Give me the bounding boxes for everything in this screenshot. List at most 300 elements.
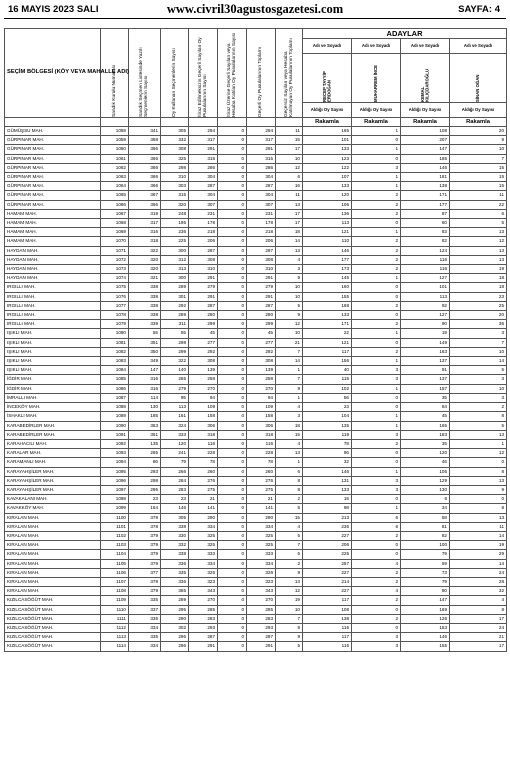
vote-count-cell: 307 [189,200,218,209]
vote-count-cell: 366 [129,200,161,209]
vote-count-cell: 3 [352,633,401,642]
table-row [5,476,507,485]
vote-count-cell: 0 [352,393,401,402]
table-row [5,485,507,494]
vote-count-cell: 338 [129,301,161,310]
vote-count-cell: 338 [129,283,161,292]
vote-count-cell: 20 [450,127,507,136]
vote-count-cell: 0 [218,173,247,182]
vote-count-cell: 0 [218,228,247,237]
vote-count-cell: 10 [450,145,507,154]
column-header-label: İtiraz Edilmeksizin Geçerli Sayılan Oy Pusulalarının Sayısı [197,37,208,117]
vote-count-cell: 310 [161,173,189,182]
vote-count-cell: 1114 [101,642,129,651]
vote-count-cell: 4 [352,587,401,596]
district-name-cell: HAYDAN MAH. [5,246,101,255]
vote-count-cell: 1104 [101,550,129,559]
vote-count-cell: 311 [161,320,189,329]
vote-count-cell: 133 [303,145,352,154]
vote-count-cell: 17 [276,219,303,228]
vote-count-cell: 10 [450,347,507,356]
vote-count-cell: 2 [352,246,401,255]
table-row [5,200,507,209]
vote-count-cell: 146 [161,504,189,513]
vote-count-cell: 55 [129,329,161,338]
vote-count-cell: 137 [401,375,450,384]
vote-count-cell: 117 [303,633,352,642]
vote-count-cell: 1 [352,412,401,421]
vote-count-cell: 1082 [101,347,129,356]
name-subheader: Adı ve Soyadı [450,39,507,54]
vote-count-cell: 105 [401,467,450,476]
vote-count-cell: 218 [189,228,218,237]
vote-count-cell: 45 [247,329,276,338]
vote-count-cell: 0 [352,219,401,228]
vote-count-cell: 335 [129,633,161,642]
vote-count-cell: 107 [303,173,352,182]
vote-count-cell: 11 [450,522,507,531]
vote-count-cell: 141 [189,504,218,513]
vote-count-cell: 10 [276,329,303,338]
vote-count-cell: 1096 [101,476,129,485]
vote-count-cell: 19 [276,596,303,605]
vote-count-cell: 13 [276,449,303,458]
vote-count-cell: 294 [247,127,276,136]
candidate-name-cell [450,54,507,103]
vote-count-cell: 115 [303,375,352,384]
vote-count-cell: 1060 [101,145,129,154]
vote-count-cell: 0 [218,614,247,623]
vote-count-cell: 14 [276,357,303,366]
vote-count-cell: 136 [303,209,352,218]
election-results-table [4,28,507,652]
vote-count-cell: 79 [161,458,189,467]
vote-count-cell: 0 [218,467,247,476]
vote-count-cell: 0 [218,366,247,375]
vote-count-cell: 73 [401,568,450,577]
district-name-cell: KARAHACILI MAH. [5,439,101,448]
vote-count-cell: 12 [450,449,507,458]
vote-count-cell: 2 [352,301,401,310]
vote-count-cell: 0 [352,283,401,292]
vote-count-cell: 0 [218,412,247,421]
vote-count-cell: 25 [450,301,507,310]
rakamla-label: Rakamla [303,118,352,127]
table-row [5,421,507,430]
vote-count-cell: 284 [161,476,189,485]
vote-count-cell: 270 [247,596,276,605]
table-row [5,541,507,550]
vote-count-cell: 14 [450,357,507,366]
vote-count-cell: 2 [352,347,401,356]
vote-count-cell: 78 [247,458,276,467]
vote-count-cell: 320 [161,200,189,209]
vote-count-cell: 1058 [101,127,129,136]
vote-count-cell: 317 [129,219,161,228]
table-row [5,439,507,448]
vote-count-cell: 8 [276,485,303,494]
vote-count-cell: 155 [303,292,352,301]
table-row [5,237,507,246]
vote-count-cell: 1094 [101,458,129,467]
vote-count-cell: 3 [450,329,507,338]
vote-count-cell: 0 [218,237,247,246]
vote-count-cell: 318 [189,430,218,439]
vote-count-cell: 0 [218,439,247,448]
vote-count-cell: 378 [129,522,161,531]
vote-count-cell: 17 [450,614,507,623]
district-name-cell: KIRALAN MAH. [5,531,101,540]
vote-count-cell: 13 [276,200,303,209]
vote-count-cell: 137 [401,357,450,366]
vote-count-cell: 336 [161,577,189,586]
table-row [5,338,507,347]
vote-count-cell: 24 [450,623,507,632]
table-row [5,274,507,283]
vote-count-cell: 0 [218,274,247,283]
vote-count-cell: 9 [276,311,303,320]
vote-count-cell: 23 [161,495,189,504]
vote-count-cell: 305 [161,127,189,136]
vote-count-cell: 0 [218,568,247,577]
vote-count-cell: 14 [450,531,507,540]
table-row [5,393,507,402]
vote-count-cell: 141 [247,504,276,513]
vote-count-cell: 3 [352,485,401,494]
vote-count-cell: 0 [218,485,247,494]
vote-count-cell: 308 [189,357,218,366]
vote-count-cell: 316 [129,375,161,384]
vote-count-cell: 86 [129,458,161,467]
vote-count-cell: 333 [161,430,189,439]
vote-count-cell: 18 [450,274,507,283]
vote-count-cell: 228 [189,449,218,458]
vote-count-cell: 2 [352,200,401,209]
vote-count-cell: 8 [450,412,507,421]
vote-count-cell: 23 [129,495,161,504]
vote-count-cell: 185 [401,154,450,163]
vote-count-cell: 286 [189,163,218,172]
vote-count-cell: 333 [189,550,218,559]
vote-count-cell: 289 [161,311,189,320]
vote-count-cell: 147 [129,366,161,375]
vote-count-cell: 13 [450,228,507,237]
vote-count-cell: 116 [247,439,276,448]
column-header [129,29,161,118]
table-row [5,522,507,531]
table-row [5,531,507,540]
district-name-cell: KIRALAN MAH. [5,587,101,596]
vote-count-cell: 3 [352,366,401,375]
district-name-cell: KARABEDİRLER MAH. [5,421,101,430]
vote-count-cell: 270 [189,596,218,605]
vote-count-cell: 338 [129,311,161,320]
vote-count-cell: 298 [161,163,189,172]
vote-count-cell: 0 [218,522,247,531]
column-header [247,29,276,118]
vote-count-cell: 1102 [101,531,129,540]
vote-count-cell: 94 [247,393,276,402]
district-name-cell: KIZILCASÖĞÜT MAH. [5,642,101,651]
vote-count-cell: 290 [247,513,276,522]
vote-count-cell: 0 [218,587,247,596]
vote-count-cell: 1089 [101,412,129,421]
vote-count-cell: 130 [401,485,450,494]
table-row [5,127,507,136]
vote-count-cell: 13 [276,577,303,586]
candidate-name: MUHARREM İNCE [372,65,378,102]
vote-count-cell: 0 [218,403,247,412]
vote-count-cell: 337 [129,605,161,614]
vote-count-cell: 236 [161,228,189,237]
vote-count-cell: 18 [450,283,507,292]
table-row [5,412,507,421]
vote-count-cell: 207 [401,136,450,145]
blank-header-cell [218,118,247,127]
vote-count-cell: 323 [247,577,276,586]
vote-count-cell: 0 [218,219,247,228]
district-name-cell: GÜRPINAR MAH. [5,154,101,163]
vote-count-cell: 227 [303,587,352,596]
vote-count-cell: 1100 [101,513,129,522]
vote-count-cell: 325 [189,531,218,540]
table-row [5,173,507,182]
vote-count-cell: 366 [129,145,161,154]
vote-count-cell: 4 [352,559,401,568]
vote-count-cell: 2 [352,614,401,623]
vote-count-cell: 153 [401,623,450,632]
table-row [5,513,507,522]
rakamla-label: Rakamla [352,118,401,127]
vote-count-cell: 181 [401,173,450,182]
vote-count-cell: 124 [401,246,450,255]
vote-count-cell: 0 [218,329,247,338]
vote-count-cell: 322 [161,357,189,366]
blank-header-cell [189,118,218,127]
vote-count-cell: 291 [247,274,276,283]
vote-count-cell: 24 [450,568,507,577]
vote-count-cell: 318 [247,430,276,439]
table-row [5,246,507,255]
vote-count-cell: 15 [276,136,303,145]
vote-count-cell: 9 [450,136,507,145]
region-column-header: SEÇİM BÖLGESİ (KÖY VEYA MAHALLE ADI) [5,29,101,118]
vote-count-cell: 139 [247,366,276,375]
vote-count-cell: 164 [129,504,161,513]
vote-count-cell: 168 [303,301,352,310]
table-row [5,182,507,191]
district-name-cell: IRGILLI MAH. [5,292,101,301]
vote-count-cell: 3 [450,393,507,402]
vote-count-cell: 171 [401,191,450,200]
vote-count-cell: 367 [129,191,161,200]
district-name-cell: IRGILLI MAH. [5,311,101,320]
vote-count-cell: 21 [189,495,218,504]
vote-count-cell: 18 [276,421,303,430]
vote-count-cell: 335 [129,596,161,605]
vote-count-cell: 0 [218,311,247,320]
vote-count-cell: 287 [247,182,276,191]
vote-count-cell: 308 [247,357,276,366]
vote-count-cell: 106 [303,200,352,209]
vote-count-cell: 7 [276,347,303,356]
vote-count-cell: 116 [401,255,450,264]
vote-count-cell: 298 [161,338,189,347]
vote-count-cell: 291 [189,642,218,651]
column-header [218,29,247,118]
vote-count-cell: 1 [352,228,401,237]
vote-count-cell: 83 [401,228,450,237]
vote-count-cell: 177 [401,200,450,209]
vote-count-cell: 307 [247,200,276,209]
vote-count-cell: 379 [129,531,161,540]
vote-count-cell: 339 [129,320,161,329]
vote-count-cell: 5 [276,550,303,559]
vote-count-cell: 0 [450,458,507,467]
vote-count-cell: 325 [247,531,276,540]
vote-count-cell: 101 [303,136,352,145]
vote-count-cell: 1075 [101,283,129,292]
candidate-name-cell [401,54,450,103]
vote-count-cell: 0 [218,283,247,292]
column-header [161,29,189,118]
vote-count-cell: 7 [450,154,507,163]
vote-count-cell: 0 [218,623,247,632]
vote-count-cell: 276 [189,476,218,485]
vote-count-cell: 56 [303,393,352,402]
name-subheader: Adı ve Soyadı [352,39,401,54]
vote-count-cell: 0 [218,596,247,605]
vote-count-cell: 322 [129,246,161,255]
vote-count-cell: 0 [352,154,401,163]
vote-count-cell: 350 [129,347,161,356]
table-row [5,587,507,596]
vote-count-cell: 14 [276,237,303,246]
district-name-cell: İSHAKLI MAH. [5,412,101,421]
vote-count-cell: 306 [247,421,276,430]
table-row [5,375,507,384]
vote-count-cell: 10 [450,384,507,393]
vote-count-cell: 291 [247,145,276,154]
vote-count-cell: 333 [247,550,276,559]
district-name-cell: GÜRPINAR MAH. [5,200,101,209]
vote-count-cell: 5 [276,642,303,651]
district-name-cell: KIZILCASÖĞÜT MAH. [5,596,101,605]
district-name-cell: KIRALAN MAH. [5,577,101,586]
vote-count-cell: 4 [276,403,303,412]
vote-count-cell: 81 [401,522,450,531]
vote-count-cell: 0 [218,495,247,504]
table-row [5,504,507,513]
vote-count-cell: 351 [129,338,161,347]
vote-count-cell: 1 [352,421,401,430]
vote-count-cell: 0 [218,182,247,191]
vote-count-cell: 60 [401,219,450,228]
vote-count-cell: 2 [450,403,507,412]
vote-count-cell: 0 [218,384,247,393]
vote-count-cell: 292 [189,347,218,356]
vote-count-cell: 127 [401,311,450,320]
candidate-name: RECEP TAYYİP ERDOĞAN [321,71,331,102]
vote-count-cell: 299 [189,320,218,329]
vote-count-cell: 10 [276,283,303,292]
vote-count-cell: 130 [129,403,161,412]
vote-count-cell: 1084 [101,366,129,375]
vote-count-cell: 2 [276,495,303,504]
vote-count-cell: 379 [129,587,161,596]
vote-count-cell: 1099 [101,504,129,513]
votes-subheader: Aldığı Oy Sayısı [303,103,352,118]
vote-count-cell: 110 [303,237,352,246]
district-name-cell: KARALAR MAH. [5,449,101,458]
district-name-cell: KIZILCASÖĞÜT MAH. [5,614,101,623]
table-row [5,458,507,467]
vote-count-cell: 2 [352,531,401,540]
vote-count-cell: 1067 [101,209,129,218]
vote-count-cell: 195 [161,219,189,228]
vote-count-cell: 289 [161,283,189,292]
vote-count-cell: 289 [161,596,189,605]
district-name-cell: KIRALAN MAH. [5,559,101,568]
vote-count-cell: 6 [276,173,303,182]
vote-count-cell: 1112 [101,623,129,632]
table-row [5,449,507,458]
table-row [5,265,507,274]
candidate-name-cell [352,54,401,103]
district-name-cell: KIZILCASÖĞÜT MAH. [5,623,101,632]
vote-count-cell: 304 [247,173,276,182]
vote-count-cell: 0 [218,449,247,458]
vote-count-cell: 58 [401,513,450,522]
district-name-cell: KAVAKALANI MAH. [5,495,101,504]
vote-count-cell: 22 [450,200,507,209]
vote-count-cell: 308 [247,255,276,264]
vote-count-cell: 135 [303,421,352,430]
vote-count-cell: 325 [161,154,189,163]
district-name-cell: HAMAM MAH. [5,219,101,228]
vote-count-cell: 300 [161,246,189,255]
vote-count-cell: 277 [247,338,276,347]
votes-subheader: Aldığı Oy Sayısı [352,103,401,118]
vote-count-cell: 35 [401,393,450,402]
vote-count-cell: 1068 [101,219,129,228]
vote-count-cell: 0 [218,246,247,255]
vote-count-cell: 0 [218,513,247,522]
vote-count-cell: 1108 [101,587,129,596]
vote-count-cell: 0 [218,504,247,513]
vote-count-cell: 121 [303,228,352,237]
vote-count-cell: 291 [247,292,276,301]
votes-subheader: Aldığı Oy Sayısı [450,103,507,118]
vote-count-cell: 2 [352,320,401,329]
vote-count-cell: 341 [129,127,161,136]
table-row [5,577,507,586]
vote-count-cell: 1 [352,384,401,393]
vote-count-cell: 1081 [101,338,129,347]
vote-count-cell: 133 [303,485,352,494]
district-name-cell: KIRALAN MAH. [5,522,101,531]
vote-count-cell: 21 [450,633,507,642]
vote-count-cell: 82 [401,531,450,540]
vote-count-cell: 332 [161,541,189,550]
district-name-cell: HAYDAN MAH. [5,255,101,264]
vote-count-cell: 0 [218,154,247,163]
vote-count-cell: 20 [450,311,507,320]
vote-count-cell: 0 [218,127,247,136]
blank-header-cell [5,118,101,127]
vote-count-cell: 2 [352,265,401,274]
vote-count-cell: 363 [129,421,161,430]
